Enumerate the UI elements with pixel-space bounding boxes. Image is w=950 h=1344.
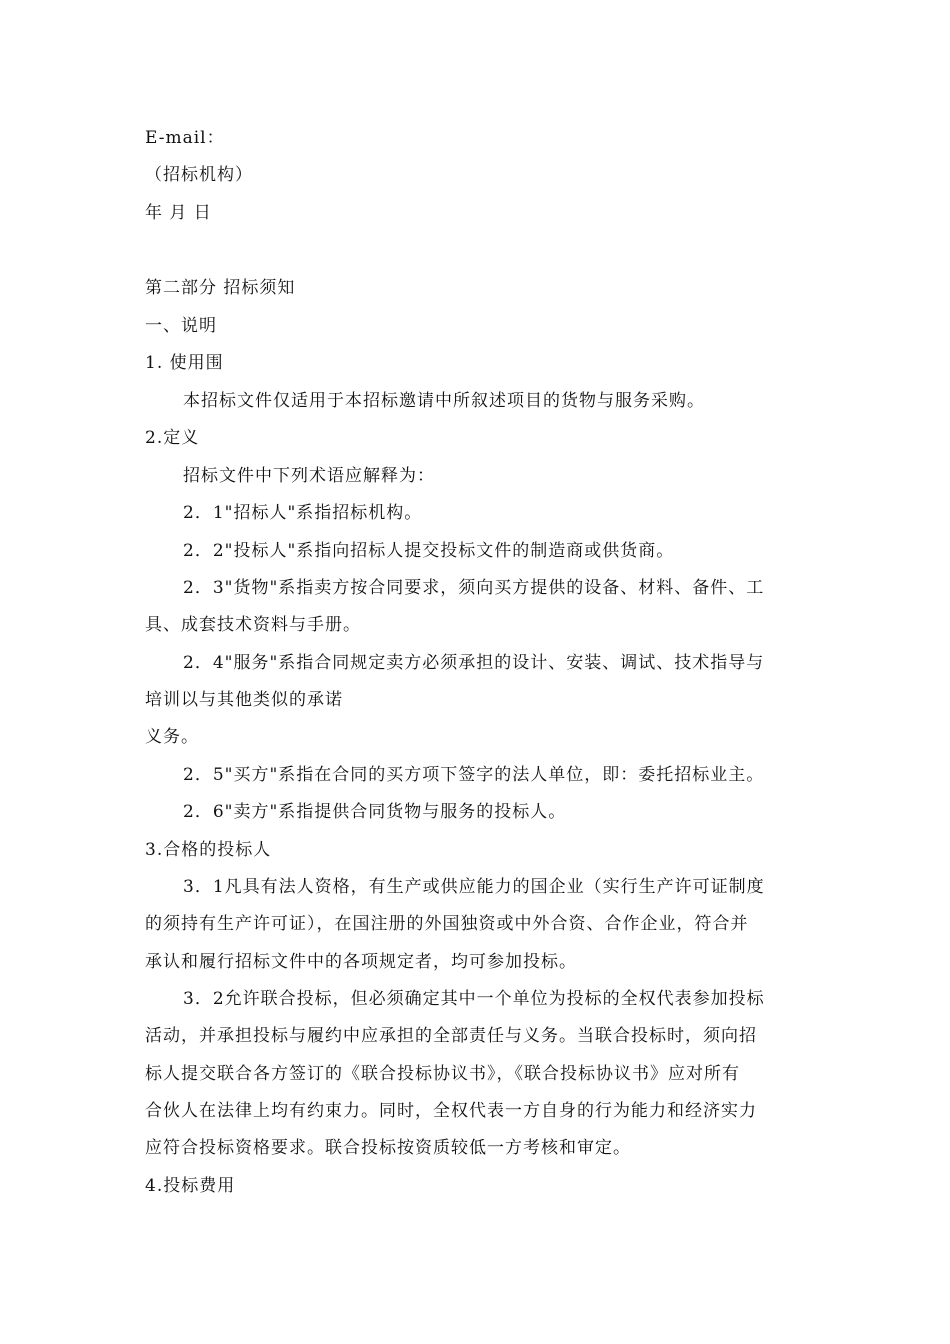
- agency-label: （招标机构）: [145, 165, 253, 185]
- paragraph-line: 应符合投标资格要求。联合投标按资质较低一方考核和审定。: [145, 1138, 631, 1158]
- paragraph-line: 3．2允许联合投标，但必须确定其中一个单位为投标的全权代表参加投标: [183, 989, 765, 1009]
- section-heading: 一、说明: [145, 316, 217, 336]
- definition-item-cont: 义务。: [145, 727, 199, 747]
- paragraph-line: 招标文件中下列术语应解释为：: [183, 466, 435, 486]
- paragraph-line: 3．1凡具有法人资格，有生产或供应能力的国企业（实行生产许可证制度: [183, 877, 765, 897]
- definition-item: 2．3"货物"系指卖方按合同要求，须向买方提供的设备、材料、备件、工: [183, 578, 765, 598]
- item-heading: 1. 使用围: [145, 353, 224, 373]
- definition-item: 2．1"招标人"系指招标机构。: [183, 503, 423, 523]
- paragraph-line: 的须持有生产许可证），在国注册的外国独资或中外合资、合作企业，符合并: [145, 914, 749, 934]
- paragraph-line: 活动，并承担投标与履约中应承担的全部责任与义务。当联合投标时，须向招: [145, 1026, 757, 1046]
- paragraph-line: 本招标文件仅适用于本招标邀请中所叙述项目的货物与服务采购。: [183, 391, 705, 411]
- date-label: 年 月 日: [145, 203, 212, 223]
- item-heading: 4.投标费用: [145, 1176, 236, 1196]
- email-label: E-mail：: [145, 128, 225, 148]
- part-title: 第二部分 招标须知: [145, 278, 296, 298]
- item-heading: 2.定义: [145, 428, 200, 448]
- paragraph-line: 合伙人在法律上均有约束力。同时，全权代表一方自身的行为能力和经济实力: [145, 1101, 757, 1121]
- definition-item: 2．6"卖方"系指提供合同货物与服务的投标人。: [183, 802, 567, 822]
- definition-item: 2．4"服务"系指合同规定卖方必须承担的设计、安装、调试、技术指导与: [183, 653, 765, 673]
- paragraph-line: 承认和履行招标文件中的各项规定者，均可参加投标。: [145, 952, 577, 972]
- definition-item: 2．5"买方"系指在合同的买方项下签字的法人单位，即：委托招标业主。: [183, 765, 765, 785]
- definition-item: 2．2"投标人"系指向招标人提交投标文件的制造商或供货商。: [183, 541, 675, 561]
- definition-item-cont: 具、成套技术资料与手册。: [145, 615, 361, 635]
- definition-item-cont: 培训以与其他类似的承诺: [145, 690, 343, 710]
- paragraph-line: 标人提交联合各方签订的《联合投标协议书》，《联合投标协议书》应对所有: [145, 1064, 740, 1084]
- item-heading: 3.合格的投标人: [145, 840, 272, 860]
